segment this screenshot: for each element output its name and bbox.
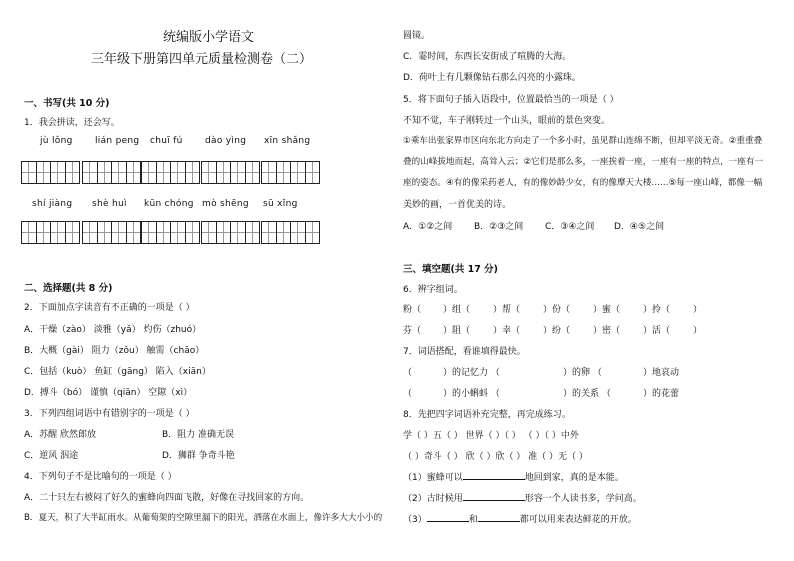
q8-s1-suffix: 地回到家，真的是本能。: [524, 473, 624, 483]
q8-s1-prefix: （1）蜜蜂可以: [403, 473, 463, 483]
q8-s2-prefix: （2）古时候用: [403, 494, 463, 504]
q6-cell: 芬（: [403, 326, 422, 336]
q4-option-d: D．荷叶上有几颗像钻石那么闪亮的小露珠。: [403, 73, 581, 83]
pinyin-item: xīn shǎng: [264, 136, 311, 146]
question-5: 5．将下面句子插入语段中，位置最恰当的一项是（ ）: [403, 95, 619, 105]
pinyin-item: lián peng: [95, 136, 140, 146]
answer-blank[interactable]: [463, 479, 525, 480]
continuation-text: 圆镜。: [403, 31, 431, 41]
q8-idioms-row-2[interactable]: （ ）奇斗（ ） 欣（ ）欣（ ） 准（ ）无（ ）: [403, 452, 588, 462]
q7-cell[interactable]: ）的记忆力 （: [443, 368, 500, 378]
doc-title-line2: 三年级下册第四单元质量检测卷（二）: [91, 52, 313, 67]
section-1-heading: 一、书写(共 10 分): [24, 98, 110, 109]
q5-passage-line: 美妙的画，一首优美的诗。: [403, 200, 512, 210]
writing-box[interactable]: [261, 161, 319, 184]
q3-option-a: A．苏醒 欣然郎放: [24, 430, 97, 440]
question-2: 2．下面加点字读音有不正确的一项是（ ）: [24, 303, 195, 313]
q3-option-c: C．逆风 泅途: [24, 451, 79, 461]
pinyin-item: shí jiàng: [32, 199, 73, 209]
q8-sentence-2: [403, 491, 642, 504]
pinyin-item: mò shēng: [202, 199, 249, 209]
section-3-heading: 三、填空题(共 17 分): [403, 264, 499, 275]
q7-cell[interactable]: ）的关系 （: [563, 389, 611, 399]
q8-sentence-1: [403, 470, 624, 483]
q4-option-c: C．霎时间，东西长安街成了喧腾的大海。: [403, 52, 572, 62]
q8-sentence-3: [403, 512, 637, 525]
writing-box[interactable]: [141, 221, 199, 244]
q2-option-b: B．大概（gài） 阻力（zǒu） 触需（chāo）: [24, 346, 205, 356]
writing-box[interactable]: [82, 161, 140, 184]
q2-option-c: C．包括（kuò） 鱼缸（gāng） 陷入（xiān）: [24, 367, 211, 377]
writing-box[interactable]: [82, 221, 140, 244]
question-4: 4．下列句子不是比喻句的一项是（ ）: [24, 472, 177, 482]
q6-cell: 粉（: [403, 305, 422, 315]
answer-blank[interactable]: [427, 521, 469, 522]
question-3: 3．下列四组词语中有错别字的一项是（ ）: [24, 409, 195, 419]
q7-cell[interactable]: ）地哀动: [643, 368, 680, 378]
q6-cell[interactable]: ）幸（: [493, 326, 521, 336]
q4-option-b: B．夏天，积了大半缸雨水。从葡萄架的空隙里漏下的阳光，洒落在水面上，像许多大大小小的: [24, 513, 383, 523]
q6-cell[interactable]: ）纷（: [543, 326, 571, 336]
pinyin-item: shè huì: [92, 199, 127, 209]
q8-s3-mid: 和: [468, 515, 478, 525]
q7-cell[interactable]: ）的小蝌蚪 （: [443, 389, 500, 399]
writing-box[interactable]: [201, 161, 259, 184]
q8-s3-suffix: 都可以用来表达鲜花的开放。: [519, 515, 637, 525]
answer-blank[interactable]: [463, 500, 525, 501]
writing-box[interactable]: [201, 221, 259, 244]
q4-option-a: A．二十只左右被闷了好久的蜜蜂向四面飞散，好像在寻找回家的方向。: [24, 493, 310, 503]
q2-option-a: A．干燥（zào） 淡雅（yǎ） 灼伤（zhuó）: [24, 325, 202, 335]
question-1: 1．我会拼读，还会写。: [24, 118, 120, 128]
q5-option-a: A．①②之间: [403, 222, 453, 232]
q6-cell[interactable]: ）阻（: [443, 326, 471, 336]
q6-cell[interactable]: ）: [693, 305, 703, 315]
writing-box[interactable]: [21, 161, 79, 184]
q5-passage-line: ①乘车出张家界市区向东北方向走了一个多小时，虽见群山连绵不断，但却平淡无奇。②重重叠: [403, 136, 763, 146]
section-2-heading: 二、选择题(共 8 分): [24, 283, 113, 294]
q3-option-d: D．狮群 争奇斗艳: [162, 451, 235, 461]
q6-cell[interactable]: ）帮（: [493, 305, 521, 315]
q5-passage-line: 座的姿态。④有的像采药老人，有的像妙龄少女，有的像摩天大楼……⑤每一座山峰，都像一幅: [403, 178, 763, 188]
q5-option-d: D．④⑤之间: [614, 222, 665, 232]
question-6: 6．辨字组词。: [403, 285, 463, 295]
q7-cell[interactable]: ）的花蕾: [643, 389, 680, 399]
q7-cell: （: [403, 368, 413, 378]
pinyin-item: chuī fú: [150, 136, 183, 146]
q8-s2-suffix: 形容一个人读书多，学问高。: [524, 494, 642, 504]
q6-cell[interactable]: ）拎（: [643, 305, 671, 315]
q3-option-b: B．阻力 准确无误: [162, 430, 235, 440]
q6-cell[interactable]: ）密（: [593, 326, 621, 336]
pinyin-item: jù lǒng: [40, 136, 73, 146]
q2-option-d: D．搏斗（bó） 谨慎（qiān） 空隙（xì）: [24, 388, 193, 398]
writing-box[interactable]: [141, 161, 199, 184]
q5-passage-line: 叠的山峰拔地而起，高耸入云；②它们是那么多，一座挨着一座，一座有一座的特点，一座有一: [403, 157, 764, 167]
q6-cell[interactable]: ）活（: [643, 326, 671, 336]
answer-blank[interactable]: [478, 521, 520, 522]
q8-idioms-row-1[interactable]: 学（ ）五（ ） 世界（ ）（ ） （ ）（ ）中外: [403, 431, 579, 441]
writing-box[interactable]: [21, 221, 79, 244]
pinyin-item: dào yìng: [205, 136, 247, 146]
q8-s3-prefix: （3）: [403, 515, 427, 525]
writing-box[interactable]: [261, 221, 319, 244]
q6-cell[interactable]: ）组（: [443, 305, 471, 315]
doc-title-line1: 统编版小学语文: [163, 30, 255, 45]
q7-cell: （: [403, 389, 413, 399]
pinyin-item: sū xǐng: [263, 199, 298, 209]
q7-cell[interactable]: ）的卵 （: [563, 368, 602, 378]
q6-cell[interactable]: ）份（: [543, 305, 571, 315]
q6-cell[interactable]: ）: [693, 326, 703, 336]
q5-sentence: 不知不觉，车子刚转过一个山头，眼前的景色突变。: [403, 116, 611, 126]
q5-option-b: B．②③之间: [474, 222, 524, 232]
q6-cell[interactable]: ）蜜（: [593, 305, 621, 315]
question-8: 8．先把四字词语补充完整，再完成练习。: [403, 410, 571, 420]
q5-option-c: C．③④之间: [545, 222, 595, 232]
question-7: 7．词语搭配，看谁填得最快。: [403, 347, 526, 357]
pinyin-item: kūn chóng: [144, 199, 194, 209]
